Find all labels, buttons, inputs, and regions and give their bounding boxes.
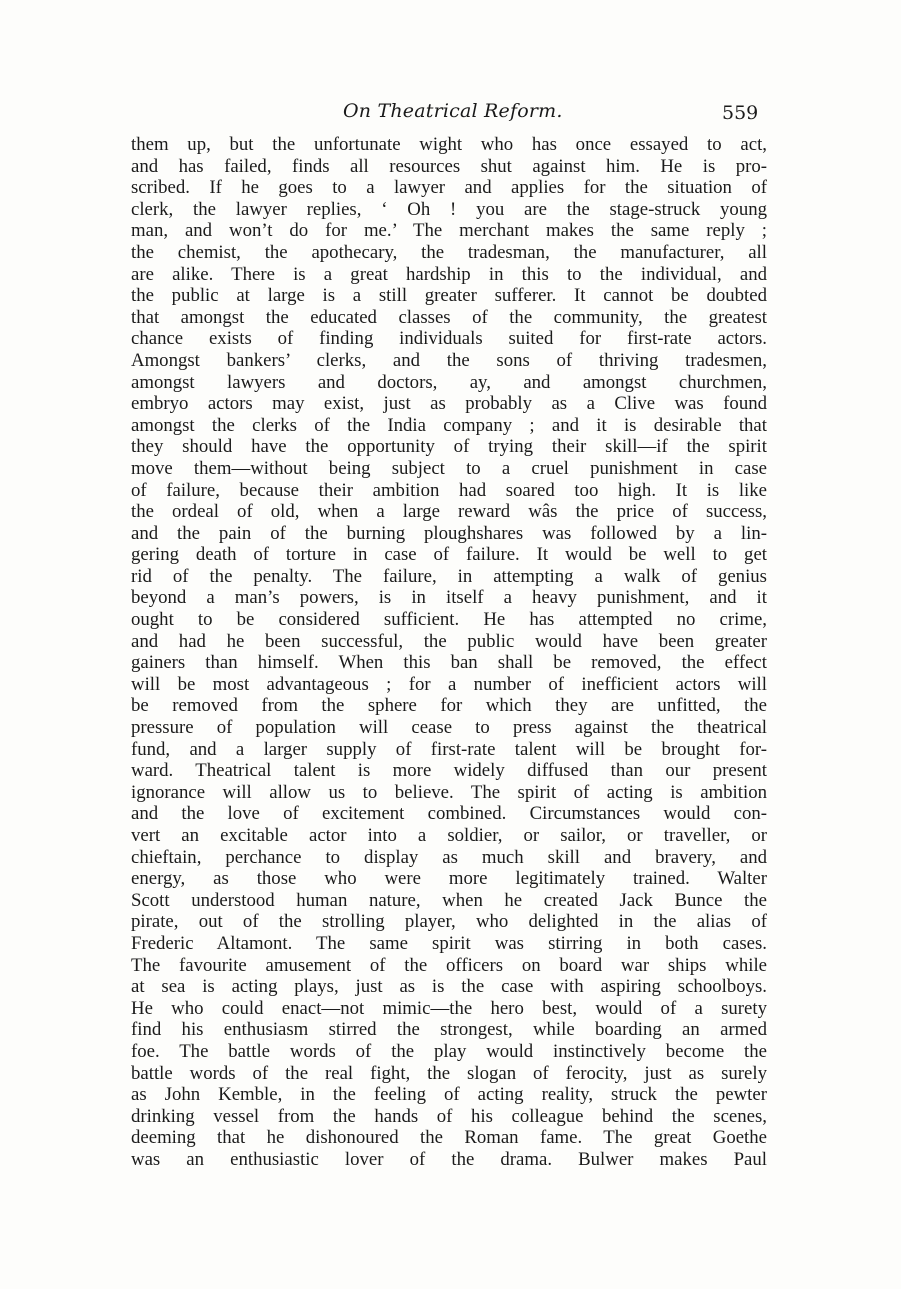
text-line: they should have the opportunity of trying their skill—if the spirit <box>131 436 767 458</box>
text-line: the public at large is a still greater sufferer. It cannot be doubted <box>131 285 767 307</box>
text-line: the chemist, the apothecary, the tradesman, the manufacturer, all <box>131 241 767 263</box>
text-line: chieftain, perchance to display as much skill and bravery, and <box>131 846 767 868</box>
text-line: vert an excitable actor into a soldier, or sailor, or traveller, or <box>131 825 767 846</box>
text-line: be removed from the sphere for which they are unfitted, the <box>131 695 767 717</box>
text-line: The favourite amusement of the officers on board war ships while <box>131 954 767 976</box>
text-line: and the pain of the burning ploughshares was followed by a lin- <box>131 522 767 544</box>
text-line: are alike. There is a great hardship in this to the individual, and <box>131 263 767 285</box>
text-line: drinking vessel from the hands of his colleague behind the scenes, <box>131 1105 767 1127</box>
text-line: beyond a man’s powers, is in itself a heavy punishment, and it <box>131 587 767 609</box>
text-line: energy, as those who were more legitimately trained. Walter <box>131 868 767 890</box>
text-line: at sea is acting plays, just as is the case with aspiring schoolboys. <box>131 976 767 998</box>
text-line: Frederic Altamont. The same spirit was stirring in both cases. <box>131 932 767 954</box>
text-line: ignorance will allow us to believe. The spirit of acting is ambition <box>131 781 767 803</box>
text-line: Scott understood human nature, when he created Jack Bunce the <box>131 889 767 911</box>
text-line: gainers than himself. When this ban shall be removed, the effect <box>131 652 767 674</box>
text-line: deeming that he dishonoured the Roman fame. The great Goethe <box>131 1127 767 1149</box>
running-title: On Theatrical Reform. <box>343 100 563 122</box>
text-line: Amongst bankers’ clerks, and the sons of thriving tradesmen, <box>131 349 767 371</box>
text-line: the ordeal of old, when a large reward wâs the price of success, <box>131 501 767 523</box>
text-line: fund, and a larger supply of first-rate talent will be brought for- <box>131 738 767 760</box>
text-line: chance exists of finding individuals suited for first-rate actors. <box>131 328 767 350</box>
text-line: foe. The battle words of the play would instinctively become the <box>131 1040 767 1062</box>
text-line: scribed. If he goes to a lawyer and applies for the situation of <box>131 177 767 199</box>
text-line: move them—without being subject to a cruel punishment in case <box>131 457 767 479</box>
text-line: find his enthusiasm stirred the strongest, while boarding an armed <box>131 1019 767 1041</box>
text-line: was an enthusiastic lover of the drama. Bulwer makes Paul <box>131 1148 767 1170</box>
text-line: man, and won’t do for me.’ The merchant makes the same reply ; <box>131 220 767 242</box>
text-line: pirate, out of the strolling player, who delighted in the alias of <box>131 911 767 933</box>
text-line: pressure of population will cease to press against the theatrical <box>131 717 767 739</box>
text-line: He who could enact—not mimic—the hero best, would of a surety <box>131 997 767 1019</box>
text-line: battle words of the real fight, the slogan of ferocity, just as surely <box>131 1062 767 1084</box>
text-line: and the love of excitement combined. Circumstances would con- <box>131 803 767 825</box>
text-line: and had he been successful, the public would have been greater <box>131 630 767 652</box>
page-number: 559 <box>722 102 759 124</box>
text-line: gering death of torture in case of failure. It would be well to get <box>131 544 767 566</box>
text-line: them up, but the unfortunate wight who has once essayed to act, <box>131 134 767 155</box>
text-line: will be most advantageous ; for a number of inefficient actors will <box>131 673 767 695</box>
text-line: amongst lawyers and doctors, ay, and amongst churchmen, <box>131 371 767 393</box>
text-line: rid of the penalty. The failure, in attempting a walk of genius <box>131 565 767 587</box>
running-header <box>0 100 901 130</box>
text-line: ought to be considered sufficient. He has attempted no crime, <box>131 609 767 631</box>
text-line: that amongst the educated classes of the community, the greatest <box>131 306 767 328</box>
text-line: ward. Theatrical talent is more widely diffused than our present <box>131 760 767 782</box>
body-text <box>131 134 767 1171</box>
text-line: of failure, because their ambition had soared too high. It is like <box>131 479 767 501</box>
text-line: embryo actors may exist, just as probably as a Clive was found <box>131 393 767 415</box>
text-line: clerk, the lawyer replies, ‘ Oh ! you are the stage-struck young <box>131 198 767 220</box>
text-line: amongst the clerks of the India company ; and it is desirable that <box>131 414 767 436</box>
text-line: and has failed, finds all resources shut against him. He is pro- <box>131 155 767 177</box>
text-line: as John Kemble, in the feeling of acting reality, struck the pewter <box>131 1084 767 1106</box>
